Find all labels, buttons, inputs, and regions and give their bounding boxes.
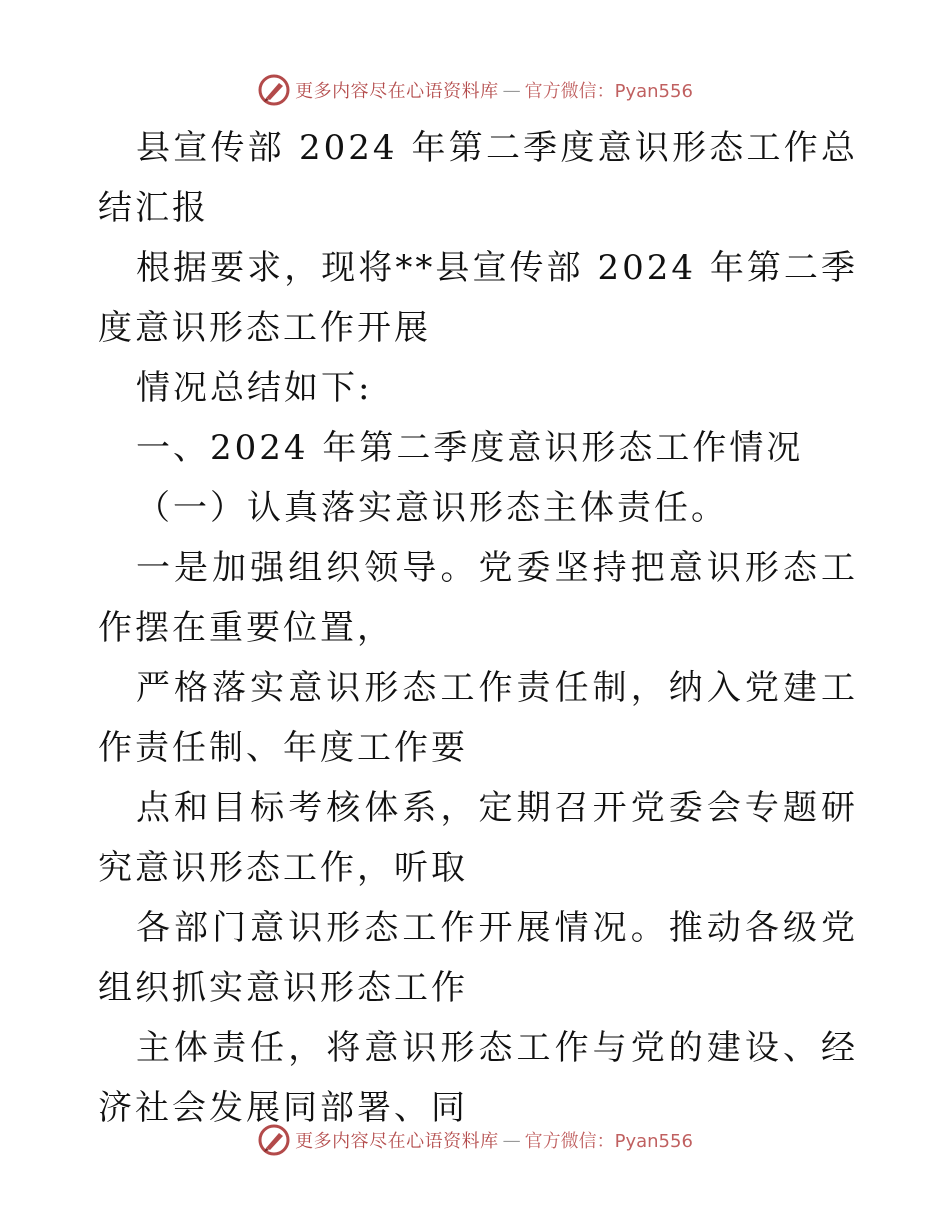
watermark-separator: —: [502, 79, 521, 101]
footer-watermark-inner: [257, 1123, 693, 1157]
document-body: [98, 118, 858, 1138]
paragraph: 严格落实意识形态工作责任制，纳入党建工作责任制、年度工作要: [98, 668, 858, 768]
watermark-separator: —: [502, 1129, 521, 1151]
paragraph: 情况总结如下:: [136, 368, 373, 408]
header-watermark-inner: [257, 73, 693, 107]
footer-watermark: [0, 1120, 950, 1160]
paragraph: 主体责任，将意识形态工作与党的建设、经济社会发展同部署、同: [98, 1028, 858, 1128]
watermark-text: 更多内容尽在心语资料库: [295, 81, 499, 102]
paragraph: 根据要求，现将**县宣传部 2024 年第二季度意识形态工作开展: [98, 248, 858, 348]
section-heading: 一、2024 年第二季度意识形态工作情况: [136, 428, 804, 468]
header-watermark: [0, 70, 950, 110]
watermark-contact: 官方微信：Pyan556: [524, 1131, 693, 1152]
pen-logo-icon: [257, 73, 291, 107]
document-title: 县宣传部 2024 年第二季度意识形态工作总结汇报: [98, 128, 858, 228]
paragraph: 各部门意识形态工作开展情况。推动各级党组织抓实意识形态工作: [98, 908, 858, 1008]
watermark-contact: 官方微信：Pyan556: [524, 81, 693, 102]
paragraph: 一是加强组织领导。党委坚持把意识形态工作摆在重要位置，: [98, 548, 858, 648]
subsection-heading: （一）认真落实意识形态主体责任。: [136, 488, 728, 528]
paragraph: 点和目标考核体系，定期召开党委会专题研究意识形态工作，听取: [98, 788, 858, 888]
pen-logo-icon: [257, 1123, 291, 1157]
watermark-text: 更多内容尽在心语资料库: [295, 1131, 499, 1152]
